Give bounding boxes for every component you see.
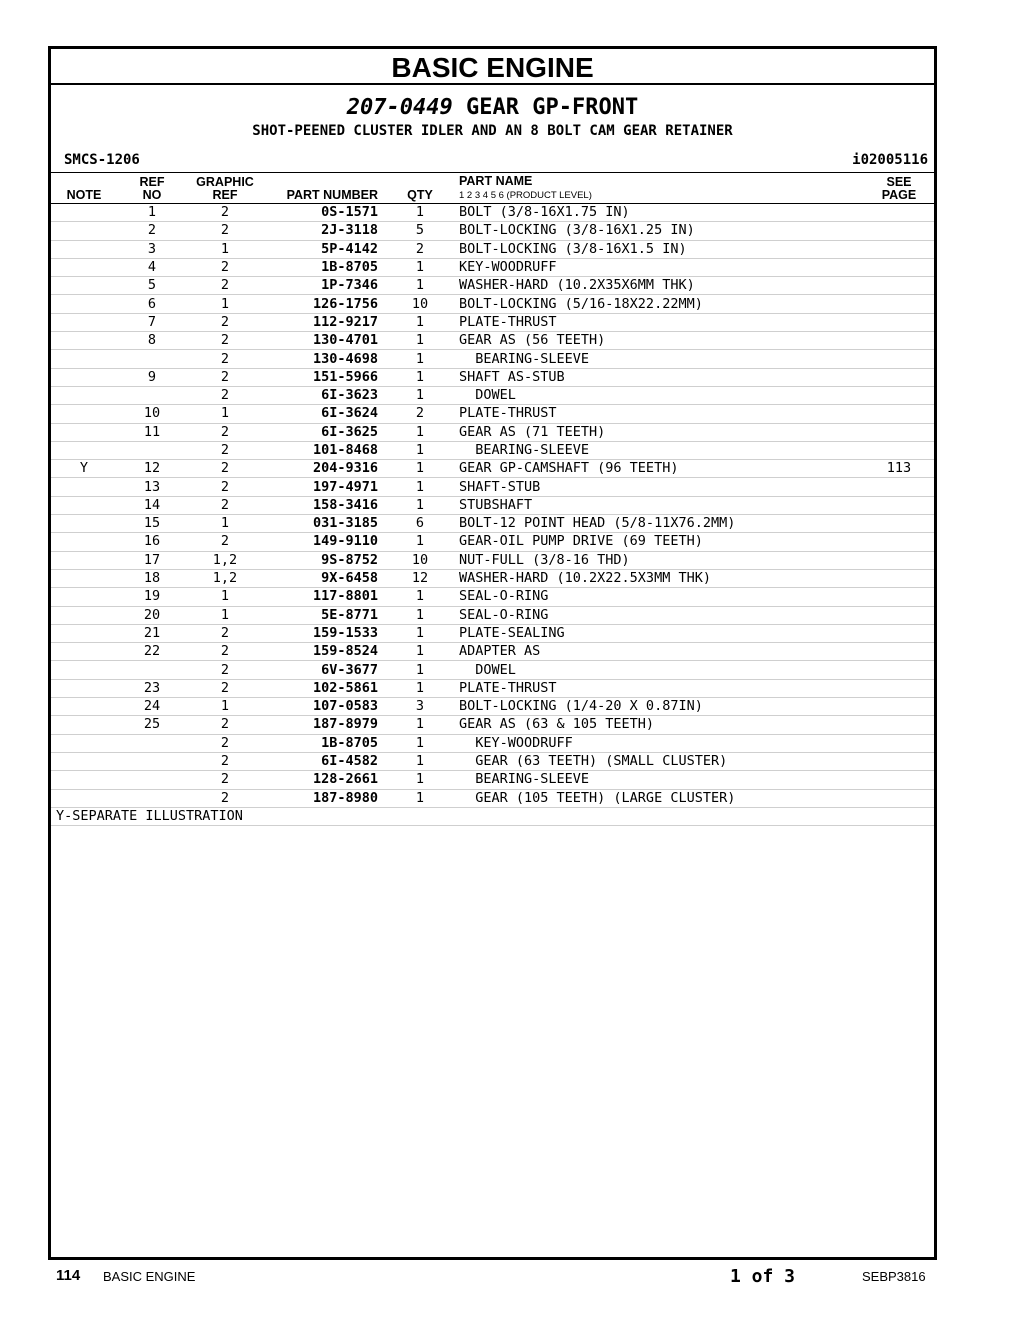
cell-pn: 101-8468 (263, 441, 382, 459)
cell-pn: 159-1533 (263, 624, 382, 642)
cell-graphic: 2 (187, 624, 263, 642)
cell-pn: 5E-8771 (263, 606, 382, 624)
cell-note (51, 386, 117, 404)
cell-qty: 10 (382, 295, 458, 313)
cell-ref: 12 (117, 460, 187, 478)
cell-note (51, 752, 117, 770)
parts-table (51, 172, 934, 826)
cell-pn: 1P-7346 (263, 277, 382, 295)
cell-ref: 11 (117, 423, 187, 441)
table-row (51, 478, 934, 496)
cell-note (51, 332, 117, 350)
cell-note (51, 222, 117, 240)
cell-qty: 1 (382, 624, 458, 642)
cell-ref: 16 (117, 533, 187, 551)
table-row (51, 643, 934, 661)
cell-graphic: 2 (187, 277, 263, 295)
cell-pn: 112-9217 (263, 313, 382, 331)
header-part-name: PART NAME 1 2 3 4 5 6 (PRODUCT LEVEL) (458, 173, 864, 204)
cell-see (864, 478, 934, 496)
cell-note: Y (51, 460, 117, 478)
cell-graphic: 2 (187, 441, 263, 459)
cell-ref (117, 350, 187, 368)
cell-note (51, 240, 117, 258)
cell-see (864, 606, 934, 624)
doc-id: SEBP3816 (862, 1269, 926, 1284)
cell-ref: 20 (117, 606, 187, 624)
cell-ref (117, 789, 187, 807)
cell-note (51, 551, 117, 569)
cell-name: WASHER-HARD (10.2X22.5X3MM THK) (458, 569, 864, 587)
cell-note (51, 533, 117, 551)
cell-note (51, 277, 117, 295)
cell-note (51, 258, 117, 276)
table-row (51, 441, 934, 459)
cell-qty: 1 (382, 277, 458, 295)
cell-name: GEAR GP-CAMSHAFT (96 TEETH) (458, 460, 864, 478)
table-row (51, 716, 934, 734)
cell-note (51, 606, 117, 624)
cell-pn: 204-9316 (263, 460, 382, 478)
cell-graphic: 2 (187, 258, 263, 276)
cell-graphic: 2 (187, 478, 263, 496)
cell-pn: 117-8801 (263, 588, 382, 606)
cell-pn: 6I-4582 (263, 752, 382, 770)
cell-pn: 151-5966 (263, 368, 382, 386)
cell-pn: 102-5861 (263, 679, 382, 697)
cell-name: PLATE-THRUST (458, 405, 864, 423)
cell-pn: 1B-8705 (263, 734, 382, 752)
table-row (51, 734, 934, 752)
cell-name: PLATE-THRUST (458, 313, 864, 331)
cell-name: KEY-WOODRUFF (458, 734, 864, 752)
cell-name: ADAPTER AS (458, 643, 864, 661)
cell-name: GEAR AS (56 TEETH) (458, 332, 864, 350)
cell-graphic: 2 (187, 771, 263, 789)
cell-pn: 130-4701 (263, 332, 382, 350)
cell-ref: 2 (117, 222, 187, 240)
cell-note (51, 405, 117, 423)
cell-see: 113 (864, 460, 934, 478)
footnote-row (51, 807, 934, 825)
cell-qty: 2 (382, 405, 458, 423)
product-level: 1 2 3 4 5 6 (PRODUCT LEVEL) (459, 190, 592, 201)
cell-see (864, 588, 934, 606)
cell-see (864, 679, 934, 697)
cell-qty: 1 (382, 661, 458, 679)
cell-name: BEARING-SLEEVE (458, 441, 864, 459)
cell-ref (117, 661, 187, 679)
cell-name: BOLT (3/8-16X1.75 IN) (458, 204, 864, 222)
cell-name: KEY-WOODRUFF (458, 258, 864, 276)
cell-graphic: 2 (187, 661, 263, 679)
cell-name: BOLT-LOCKING (5/16-18X22.22MM) (458, 295, 864, 313)
cell-pn: 197-4971 (263, 478, 382, 496)
table-row (51, 679, 934, 697)
cell-pn: 187-8980 (263, 789, 382, 807)
group-subtitle: SHOT-PEENED CLUSTER IDLER AND AN 8 BOLT CAM GEAR RETAINER (252, 123, 733, 139)
cell-graphic: 2 (187, 716, 263, 734)
cell-pn: 107-0583 (263, 698, 382, 716)
table-row (51, 515, 934, 533)
table-row (51, 496, 934, 514)
header-part-number: PART NUMBER (263, 173, 382, 204)
cell-ref: 1 (117, 204, 187, 222)
cell-pn: 6V-3677 (263, 661, 382, 679)
table-row (51, 606, 934, 624)
cell-name: NUT-FULL (3/8-16 THD) (458, 551, 864, 569)
cell-see (864, 716, 934, 734)
table-row (51, 588, 934, 606)
cell-see (864, 643, 934, 661)
table-row (51, 405, 934, 423)
cell-qty: 6 (382, 515, 458, 533)
cell-name: SEAL-O-RING (458, 588, 864, 606)
table-row (51, 222, 934, 240)
cell-pn: 149-9110 (263, 533, 382, 551)
cell-see (864, 313, 934, 331)
cell-note (51, 204, 117, 222)
cell-graphic: 1 (187, 405, 263, 423)
cell-pn: 0S-1571 (263, 204, 382, 222)
cell-ref: 24 (117, 698, 187, 716)
cell-pn: 6I-3623 (263, 386, 382, 404)
cell-qty: 1 (382, 478, 458, 496)
cell-see (864, 222, 934, 240)
cell-graphic: 2 (187, 679, 263, 697)
cell-qty: 1 (382, 441, 458, 459)
cell-graphic: 1,2 (187, 551, 263, 569)
table-row (51, 368, 934, 386)
cell-graphic: 2 (187, 643, 263, 661)
cell-note (51, 496, 117, 514)
cell-name: PLATE-THRUST (458, 679, 864, 697)
cell-name: GEAR (63 TEETH) (SMALL CLUSTER) (458, 752, 864, 770)
table-row (51, 624, 934, 642)
table-row (51, 698, 934, 716)
cell-ref: 14 (117, 496, 187, 514)
cell-graphic: 1,2 (187, 569, 263, 587)
cell-see (864, 368, 934, 386)
cell-note (51, 679, 117, 697)
cell-qty: 1 (382, 496, 458, 514)
parts-page-frame (48, 46, 937, 1260)
cell-pn: 5P-4142 (263, 240, 382, 258)
cell-ref: 5 (117, 277, 187, 295)
cell-qty: 1 (382, 588, 458, 606)
cell-pn: 130-4698 (263, 350, 382, 368)
cell-name: SEAL-O-RING (458, 606, 864, 624)
table-row (51, 332, 934, 350)
cell-ref (117, 734, 187, 752)
cell-see (864, 569, 934, 587)
cell-name: GEAR-OIL PUMP DRIVE (69 TEETH) (458, 533, 864, 551)
cell-graphic: 2 (187, 222, 263, 240)
cell-ref: 6 (117, 295, 187, 313)
cell-qty: 1 (382, 258, 458, 276)
cell-ref: 23 (117, 679, 187, 697)
cell-see (864, 350, 934, 368)
cell-name: BOLT-LOCKING (3/8-16X1.5 IN) (458, 240, 864, 258)
cell-graphic: 2 (187, 204, 263, 222)
table-row (51, 460, 934, 478)
cell-qty: 1 (382, 533, 458, 551)
cell-ref: 10 (117, 405, 187, 423)
table-row (51, 423, 934, 441)
cell-graphic: 2 (187, 423, 263, 441)
cell-qty: 3 (382, 698, 458, 716)
table-row (51, 295, 934, 313)
cell-name: BOLT-12 POINT HEAD (5/8-11X76.2MM) (458, 515, 864, 533)
cell-note (51, 771, 117, 789)
cell-name: BOLT-LOCKING (1/4-20 X 0.87IN) (458, 698, 864, 716)
cell-note (51, 643, 117, 661)
cell-note (51, 368, 117, 386)
cell-see (864, 789, 934, 807)
cell-note (51, 624, 117, 642)
cell-qty: 1 (382, 752, 458, 770)
cell-note (51, 350, 117, 368)
cell-qty: 5 (382, 222, 458, 240)
cell-pn: 187-8979 (263, 716, 382, 734)
cell-qty: 1 (382, 368, 458, 386)
cell-ref: 18 (117, 569, 187, 587)
cell-qty: 1 (382, 771, 458, 789)
cell-graphic: 2 (187, 368, 263, 386)
cell-ref (117, 386, 187, 404)
table-row (51, 204, 934, 222)
cell-note (51, 789, 117, 807)
cell-graphic: 1 (187, 295, 263, 313)
table-row (51, 277, 934, 295)
cell-see (864, 752, 934, 770)
cell-note (51, 423, 117, 441)
cell-qty: 1 (382, 460, 458, 478)
cell-pn: 159-8524 (263, 643, 382, 661)
cell-qty: 1 (382, 313, 458, 331)
cell-name: SHAFT AS-STUB (458, 368, 864, 386)
cell-qty: 2 (382, 240, 458, 258)
cell-name: PLATE-SEALING (458, 624, 864, 642)
cell-note (51, 569, 117, 587)
cell-ref (117, 771, 187, 789)
cell-graphic: 2 (187, 332, 263, 350)
cell-graphic: 1 (187, 606, 263, 624)
cell-graphic: 2 (187, 460, 263, 478)
cell-pn: 9S-8752 (263, 551, 382, 569)
cell-name: GEAR (105 TEETH) (LARGE CLUSTER) (458, 789, 864, 807)
cell-note (51, 295, 117, 313)
cell-name: BEARING-SLEEVE (458, 771, 864, 789)
cell-qty: 1 (382, 606, 458, 624)
cell-ref: 4 (117, 258, 187, 276)
cell-graphic: 2 (187, 752, 263, 770)
header-qty: QTY (382, 173, 458, 204)
cell-ref: 17 (117, 551, 187, 569)
cell-see (864, 624, 934, 642)
cell-see (864, 258, 934, 276)
cell-ref: 25 (117, 716, 187, 734)
table-header-row (51, 173, 934, 204)
page-footer (0, 1266, 1020, 1286)
group-heading (51, 95, 934, 121)
cell-ref (117, 441, 187, 459)
cell-see (864, 386, 934, 404)
table-row (51, 551, 934, 569)
table-row (51, 386, 934, 404)
table-row (51, 661, 934, 679)
cell-pn: 126-1756 (263, 295, 382, 313)
cell-qty: 10 (382, 551, 458, 569)
cell-ref (117, 752, 187, 770)
cell-name: GEAR AS (71 TEETH) (458, 423, 864, 441)
parts-table-body (51, 204, 934, 826)
table-row (51, 350, 934, 368)
cell-qty: 1 (382, 423, 458, 441)
cell-pn: 031-3185 (263, 515, 382, 533)
group-name: GEAR GP-FRONT (466, 95, 639, 120)
cell-graphic: 2 (187, 386, 263, 404)
cell-see (864, 771, 934, 789)
cell-note (51, 716, 117, 734)
table-row (51, 240, 934, 258)
cell-qty: 1 (382, 386, 458, 404)
table-row (51, 533, 934, 551)
cell-note (51, 588, 117, 606)
cell-ref: 21 (117, 624, 187, 642)
cell-qty: 1 (382, 679, 458, 697)
cell-graphic: 1 (187, 698, 263, 716)
cell-note (51, 734, 117, 752)
cell-see (864, 551, 934, 569)
code-line (51, 150, 934, 172)
header-graphic-ref: GRAPHIC REF (187, 173, 263, 204)
cell-graphic: 2 (187, 734, 263, 752)
cell-graphic: 2 (187, 313, 263, 331)
cell-note (51, 478, 117, 496)
cell-name: SHAFT-STUB (458, 478, 864, 496)
cell-see (864, 734, 934, 752)
cell-ref: 7 (117, 313, 187, 331)
cell-pn: 128-2661 (263, 771, 382, 789)
cell-qty: 1 (382, 716, 458, 734)
cell-qty: 1 (382, 734, 458, 752)
cell-graphic: 1 (187, 515, 263, 533)
cell-see (864, 405, 934, 423)
header-ref-no: REF NO (117, 173, 187, 204)
cell-graphic: 2 (187, 496, 263, 514)
cell-graphic: 2 (187, 350, 263, 368)
cell-see (864, 515, 934, 533)
cell-name: BEARING-SLEEVE (458, 350, 864, 368)
footnote: Y-SEPARATE ILLUSTRATION (51, 807, 934, 825)
cell-qty: 1 (382, 789, 458, 807)
cell-qty: 1 (382, 204, 458, 222)
cell-graphic: 1 (187, 240, 263, 258)
cell-note (51, 313, 117, 331)
cell-note (51, 698, 117, 716)
cell-ref: 13 (117, 478, 187, 496)
table-row (51, 569, 934, 587)
cell-see (864, 204, 934, 222)
cell-see (864, 496, 934, 514)
cell-name: DOWEL (458, 386, 864, 404)
table-row (51, 258, 934, 276)
cell-qty: 1 (382, 332, 458, 350)
cell-pn: 2J-3118 (263, 222, 382, 240)
cell-name: WASHER-HARD (10.2X35X6MM THK) (458, 277, 864, 295)
table-row (51, 313, 934, 331)
cell-ref: 22 (117, 643, 187, 661)
cell-ref: 15 (117, 515, 187, 533)
cell-see (864, 295, 934, 313)
page-number: 114 (56, 1267, 81, 1284)
info-id: i02005116 (852, 152, 928, 168)
cell-graphic: 2 (187, 789, 263, 807)
page-of: 1 of 3 (730, 1266, 796, 1287)
cell-graphic: 1 (187, 588, 263, 606)
cell-note (51, 515, 117, 533)
cell-see (864, 533, 934, 551)
cell-qty: 1 (382, 350, 458, 368)
cell-graphic: 2 (187, 533, 263, 551)
cell-pn: 9X-6458 (263, 569, 382, 587)
cell-ref: 9 (117, 368, 187, 386)
cell-pn: 158-3416 (263, 496, 382, 514)
section-title: BASIC ENGINE (51, 49, 934, 85)
cell-see (864, 240, 934, 258)
cell-see (864, 698, 934, 716)
cell-name: BOLT-LOCKING (3/8-16X1.25 IN) (458, 222, 864, 240)
smcs-code: SMCS-1206 (64, 152, 140, 168)
table-row (51, 771, 934, 789)
table-row (51, 752, 934, 770)
cell-see (864, 423, 934, 441)
cell-pn: 6I-3624 (263, 405, 382, 423)
cell-ref: 3 (117, 240, 187, 258)
cell-ref: 19 (117, 588, 187, 606)
header-see-page: SEE PAGE (864, 173, 934, 204)
cell-name: STUBSHAFT (458, 496, 864, 514)
cell-note (51, 441, 117, 459)
cell-name: DOWEL (458, 661, 864, 679)
header-note: NOTE (51, 173, 117, 204)
cell-name: GEAR AS (63 & 105 TEETH) (458, 716, 864, 734)
cell-note (51, 661, 117, 679)
cell-ref: 8 (117, 332, 187, 350)
cell-pn: 1B-8705 (263, 258, 382, 276)
cell-qty: 1 (382, 643, 458, 661)
table-row (51, 789, 934, 807)
cell-see (864, 441, 934, 459)
cell-qty: 12 (382, 569, 458, 587)
cell-see (864, 277, 934, 295)
cell-pn: 6I-3625 (263, 423, 382, 441)
cell-see (864, 661, 934, 679)
group-number: 207-0449 (346, 95, 453, 120)
footer-section: BASIC ENGINE (103, 1269, 196, 1284)
cell-see (864, 332, 934, 350)
